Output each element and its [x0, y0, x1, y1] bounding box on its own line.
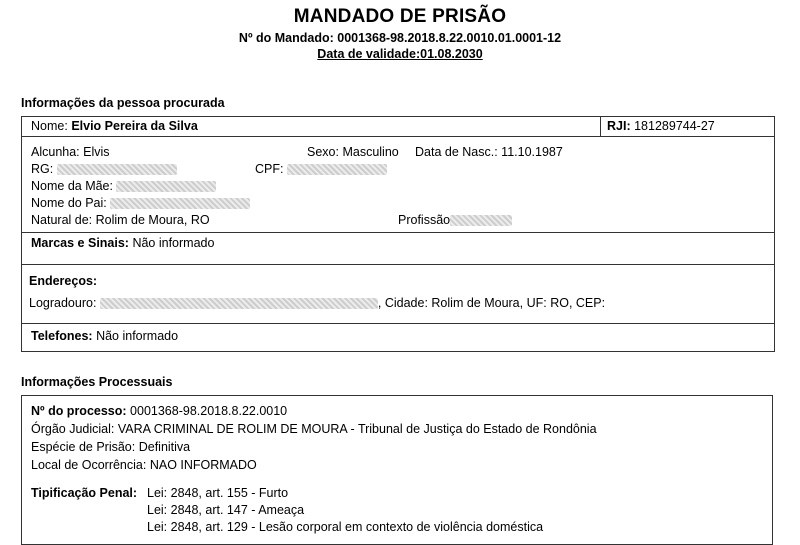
- divider: [600, 116, 601, 136]
- prison-type-value: Definitiva: [138, 440, 191, 454]
- redacted-block: [450, 215, 512, 226]
- court-label: Órgão Judicial:: [31, 422, 115, 436]
- divider: [21, 232, 775, 233]
- warrant-number: 0001368-98.2018.8.22.0010.01.0001-12: [337, 31, 562, 45]
- place-row: [31, 458, 257, 472]
- origin-label: Natural de:: [31, 213, 93, 227]
- name-row: [31, 119, 198, 133]
- redacted-block: [110, 198, 250, 209]
- penal-item: Lei: 2848, art. 147 - Ameaça: [147, 503, 305, 517]
- addresses-label: Endereços:: [29, 274, 98, 288]
- origin-row: [31, 213, 210, 227]
- sex-value: Masculino: [342, 145, 399, 159]
- process-section-heading: Informações Processuais: [21, 375, 173, 389]
- court-row: [31, 422, 597, 436]
- mother-row: [31, 179, 216, 193]
- rji-label: RJI:: [607, 119, 631, 133]
- redacted-block: [57, 164, 177, 175]
- address-row: [29, 296, 605, 310]
- person-name: Elvio Pereira da Silva: [71, 119, 198, 133]
- birth-value: 11.10.1987: [501, 145, 563, 159]
- warrant-number-label: Nº do Mandado:: [238, 31, 334, 45]
- cpf-label: CPF:: [255, 162, 284, 176]
- divider: [21, 264, 775, 265]
- redacted-block: [116, 181, 216, 192]
- person-section-heading: Informações da pessoa procurada: [21, 96, 225, 110]
- warrant-number-line: [0, 31, 800, 45]
- birth-label: Data de Nasc.:: [415, 145, 498, 159]
- process-label: Nº do processo:: [31, 404, 127, 418]
- rg-label: RG:: [31, 162, 54, 176]
- place-label: Local de Ocorrência:: [31, 458, 147, 472]
- profession-label: Profissão: [398, 213, 451, 227]
- sex-row: [307, 145, 399, 159]
- origin-value: Rolim de Moura, RO: [95, 213, 210, 227]
- phones-value: Não informado: [96, 329, 179, 343]
- profession-row: [398, 213, 512, 227]
- sex-label: Sexo:: [307, 145, 339, 159]
- divider: [21, 136, 775, 137]
- penal-item: Lei: 2848, art. 129 - Lesão corporal em contexto de violência doméstica: [147, 520, 544, 534]
- validity-date: 01.08.2030: [420, 47, 483, 61]
- prison-type-label: Espécie de Prisão:: [31, 440, 136, 454]
- nickname-value: Elvis: [83, 145, 110, 159]
- mother-label: Nome da Mãe:: [31, 179, 113, 193]
- name-label: Nome:: [31, 119, 68, 133]
- nickname-label: Alcunha:: [31, 145, 80, 159]
- cpf-row: [255, 162, 387, 176]
- birth-row: [415, 145, 563, 159]
- marks-label: Marcas e Sinais:: [31, 236, 129, 250]
- process-number: 0001368-98.2018.8.22.0010: [130, 404, 288, 418]
- rji-row: [607, 119, 715, 133]
- document-title: MANDADO DE PRISÃO: [293, 6, 507, 27]
- court-value: VARA CRIMINAL DE ROLIM DE MOURA - Tribunal de Justiça do Estado de Rondônia: [117, 422, 597, 436]
- validity-line: [0, 47, 800, 61]
- city-text: , Cidade: Rolim de Moura, UF: RO, CEP:: [377, 296, 606, 310]
- redacted-block: [287, 164, 387, 175]
- place-value: NAO INFORMADO: [149, 458, 257, 472]
- redacted-block: [100, 298, 378, 309]
- rji-value: 181289744-27: [634, 119, 715, 133]
- father-label: Nome do Pai:: [31, 196, 107, 210]
- marks-row: [31, 236, 214, 250]
- process-number-row: [31, 404, 287, 418]
- prison-type-row: [31, 440, 190, 454]
- penal-label: Tipificação Penal:: [31, 486, 138, 500]
- street-label: Logradouro:: [29, 296, 97, 310]
- nickname-row: [31, 145, 110, 159]
- divider: [21, 323, 775, 324]
- phones-label: Telefones:: [31, 329, 93, 343]
- rg-row: [31, 162, 177, 176]
- validity-label: Data de validade:: [317, 47, 421, 61]
- phones-row: [31, 329, 178, 343]
- penal-item: Lei: 2848, art. 155 - Furto: [147, 486, 289, 500]
- father-row: [31, 196, 250, 210]
- marks-value: Não informado: [132, 236, 215, 250]
